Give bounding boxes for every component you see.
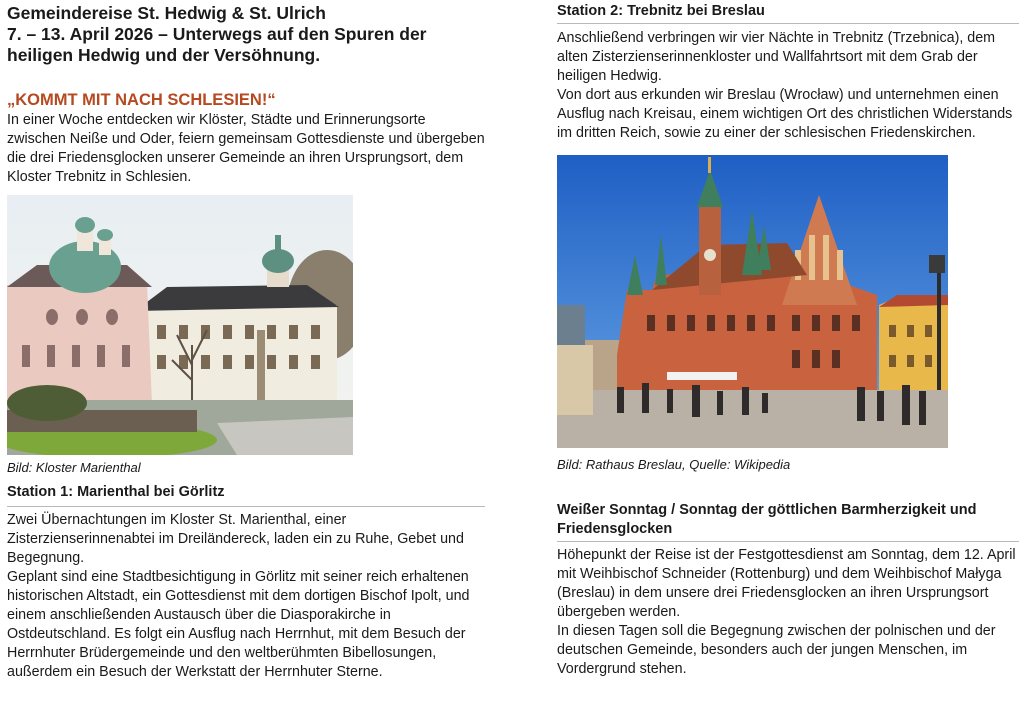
breslau-caption: Bild: Rathaus Breslau, Quelle: Wikipedia [557, 457, 791, 472]
station3-heading: Weißer Sonntag / Sonntag der göttlichen Barmherzigkeit und Friedensglocken [557, 501, 1019, 542]
intro-text: In einer Woche entdecken wir Klöster, Städte und Erinnerungsorte zwischen Neiße und Oder, feiern gemeinsam Gottesdienste und übergeben die drei Friedensglocken unserer Gemeinde an ihren Ursprungsort, dem Kloster Trebnitz in Schlesien. [7, 112, 485, 185]
slogan: „KOMMT MIT NACH SCHLESIEN!“ [7, 91, 276, 109]
marienthal-photo [7, 195, 353, 455]
station1-heading: Station 1: Marienthal bei Görlitz [7, 483, 485, 507]
title-line-2: 7. – 13. April 2026 – Unterwegs auf den Spuren der heiligen Hedwig und der Versöhnung. [7, 24, 427, 65]
breslau-photo [557, 155, 948, 448]
station3-text: Höhepunkt der Reise ist der Festgottesdienst am Sonntag, dem 12. April mit Weihbischof Schneider (Rottenburg) und dem Weihbischof Małyga (Breslau) in dem unsere drei Friedensglocken an ihren Ursprungsort übergeben werden. In diesen Tagen soll die Begegnung zwischen der polnischen und der deutschen Gemeinde, besonders auch der jungen Menschen, im Vordergrund stehen. [557, 547, 1016, 677]
title-line-1: Gemeindereise St. Hedwig & St. Ulrich [7, 3, 326, 23]
page-title [7, 3, 485, 66]
station2-text: Anschließend verbringen wir vier Nächte in Trebnitz (Trzebnica), dem alten Zisterzienserinnenkloster und Wallfahrtsort mit dem Grab der heiligen Hedwig. Von dort aus erkunden wir Breslau (Wrocław) und unternehmen einen Ausflug nach Kreisau, einem wichtigen Ort des christlichen Widerstands im dritten Reich, sowie zu einer der schlesischen Friedenskirchen. [557, 30, 1013, 141]
station2-heading: Station 2: Trebnitz bei Breslau [557, 0, 1019, 24]
marienthal-caption: Bild: Kloster Marienthal [7, 460, 141, 475]
left-column [7, 0, 485, 682]
station1-text: Zwei Übernachtungen im Kloster St. Marienthal, einer Zisterzienserinnenabtei im Dreiländereck, laden ein zu Ruhe, Gebet und Begegnung. Geplant sind eine Stadtbesichtigung in Görlitz mit seiner reich erhaltenen historischen Altstadt, ein Gottesdienst mit dem dortigen Bischof Ipolt, und einem anschließenden Austausch über die Diasporakirche in Ostdeutschland. Es folgt ein Ausflug nach Herrnhut, mit dem Besuch der Herrnhuter Brüdergemeinde und den weltberühmten Bibellosungen, außerdem ein Besuch der Werkstatt der Herrnhuter Sterne. [7, 512, 470, 680]
right-column [557, 0, 1019, 679]
